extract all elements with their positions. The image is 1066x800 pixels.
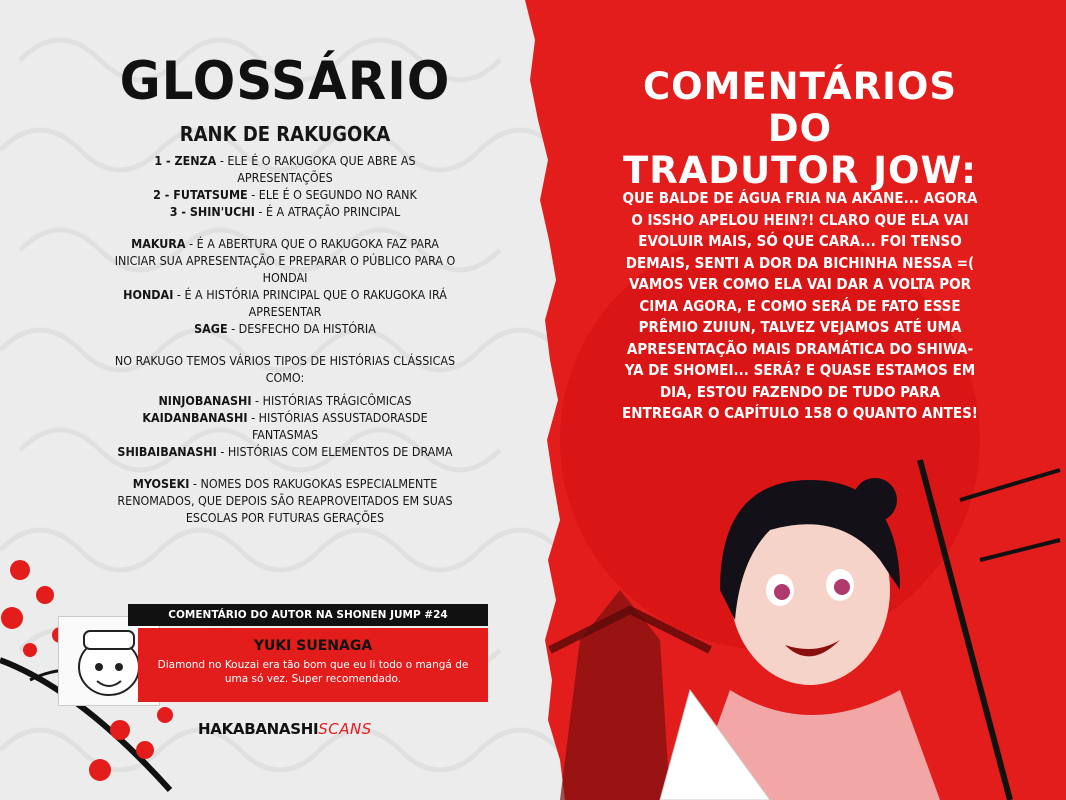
glossary-content bbox=[110, 122, 460, 526]
scanlator-logo bbox=[198, 720, 372, 738]
author-comment-text: Diamond no Kouzai era tão bom que eu li todo o mangá de uma só vez. Super recomendado. bbox=[157, 659, 469, 685]
term-def: - DESFECHO DA HISTÓRIA bbox=[227, 321, 376, 336]
story-types-intro: NO RAKUGO TEMOS VÁRIOS TIPOS DE HISTÓRIAS CLÁSSICAS COMO: bbox=[114, 353, 456, 385]
glossary-subtitle: RANK DE RAKUGOKA bbox=[179, 122, 391, 146]
story-type-name: NINJOBANASHI bbox=[158, 393, 252, 408]
term-name: SAGE bbox=[194, 321, 228, 336]
rank-entry bbox=[110, 186, 460, 203]
author-name: YUKI SUENAGA bbox=[253, 638, 373, 654]
rank-term: 3 - SHIN'UCHI bbox=[169, 204, 255, 219]
logo-accent-text: SCANS bbox=[318, 720, 372, 738]
story-type-entry bbox=[110, 409, 460, 443]
rank-term: 2 - FUTATSUME bbox=[153, 187, 248, 202]
term-name: HONDAI bbox=[123, 287, 174, 302]
translator-comment-text: QUE BALDE DE ÁGUA FRIA NA AKANE... AGORA O ISSHO APELOU HEIN?! CLARO QUE ELA VAI EVOLUIR MAIS, SÓ QUE CARA... FOI TENSO DEMAIS, SENTI A DOR DA BICHINHA NESSA =( VAMOS VER COMO ELA VAI DAR A VOLTA POR CIMA AGORA, E COMO SERÁ DE FATO ESSE PRÊMIO ZUIUN, TALVEZ VEJAMOS ATÉ UMA APRESENTAÇÃO MAIS DRAMÁTICA DO SHIWA-YA DE SHOMEI... SERÁ? E QUASE ESTAMOS EM DIA, ESTOU FAZENDO DE TUDO PARA ENTREGAR O CAPÍTULO 158 O QUANTO ANTES! bbox=[622, 189, 978, 422]
term-def: - É A HISTÓRIA PRINCIPAL QUE O RAKUGOKA IRÁ APRESENTAR bbox=[173, 287, 447, 319]
term-entry bbox=[110, 235, 460, 286]
rank-entry bbox=[110, 203, 460, 220]
translator-comments-title bbox=[610, 66, 990, 192]
story-type-def: - HISTÓRIAS COM ELEMENTOS DE DRAMA bbox=[216, 444, 453, 459]
term-entry bbox=[110, 286, 460, 320]
story-type-name: KAIDANBANASHI bbox=[142, 410, 248, 425]
story-type-name: SHIBAIBANASHI bbox=[117, 444, 217, 459]
logo-main-text: HAKABANASHI bbox=[198, 720, 319, 738]
author-comment-header: COMENTÁRIO DO AUTOR NA SHONEN JUMP #24 bbox=[128, 604, 488, 626]
translator-title-line-1: COMENTÁRIOS DO bbox=[642, 65, 958, 150]
story-type-entry bbox=[110, 443, 460, 460]
myoseki-term: MYOSEKI bbox=[132, 476, 190, 491]
myoseki-entry bbox=[110, 475, 460, 526]
rank-def: - É A ATRAÇÃO PRINCIPAL bbox=[254, 204, 401, 219]
glossary-title: GLOSSÁRIO bbox=[119, 50, 451, 112]
term-name: MAKURA bbox=[131, 236, 186, 251]
author-comment-body bbox=[138, 628, 488, 702]
character-illustration bbox=[540, 440, 1066, 800]
story-type-def: - HISTÓRIAS ASSUSTADORASDE FANTASMAS bbox=[247, 410, 428, 442]
story-type-entry bbox=[110, 392, 460, 409]
translator-title-line-2: TRADUTOR JOW: bbox=[623, 149, 977, 192]
term-entry bbox=[110, 320, 460, 337]
term-def: - É A ABERTURA QUE O RAKUGOKA FAZ PARA INICIAR SUA APRESENTAÇÃO E PREPARAR O PÚBLICO PARA O HONDAI bbox=[114, 236, 456, 285]
rank-term: 1 - ZENZA bbox=[154, 153, 217, 168]
rank-entry bbox=[110, 152, 460, 186]
story-type-def: - HISTÓRIAS TRÁGICÔMICAS bbox=[251, 393, 412, 408]
rank-def: - ELE É O RAKUGOKA QUE ABRE AS APRESENTAÇÕES bbox=[216, 153, 416, 185]
author-comment-box bbox=[58, 604, 488, 704]
myoseki-def: - NOMES DOS RAKUGOKAS ESPECIALMENTE RENOMADOS, QUE DEPOIS SÃO REAPROVEITADOS EM SUAS ESCOLAS POR FUTURAS GERAÇÕES bbox=[117, 476, 453, 525]
rank-def: - ELE É O SEGUNDO NO RANK bbox=[247, 187, 417, 202]
